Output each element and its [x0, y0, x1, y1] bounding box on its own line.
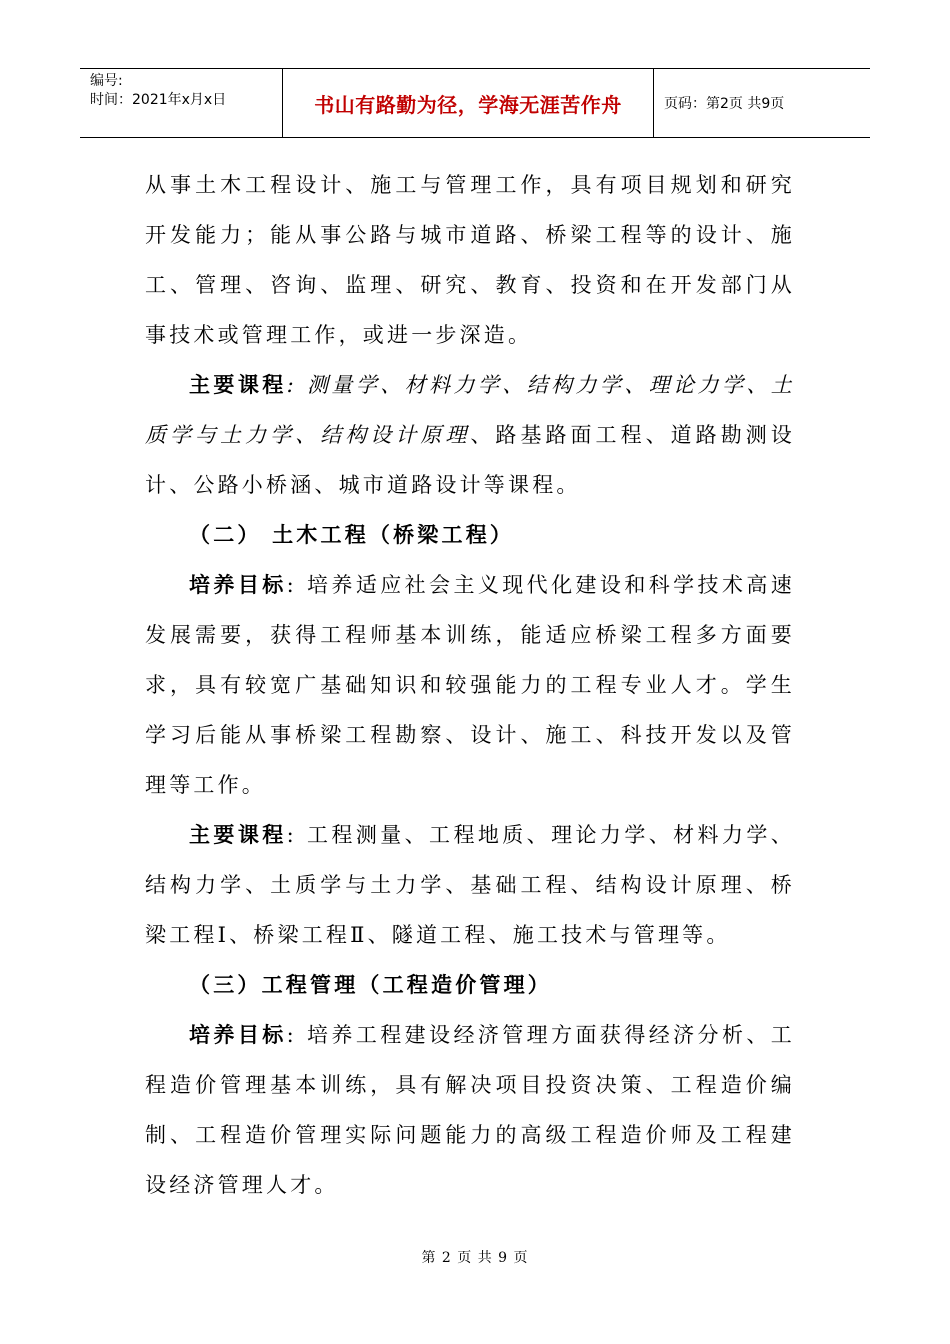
- courses-normal-list: 、路基路面工程、道路勘测设计、公路小桥涵、城市道路设计等课程。: [145, 423, 795, 497]
- header-motto: 书山有路勤为径，学海无涯苦作舟: [282, 69, 654, 137]
- courses-italic-list: 测量学、材料力学、结构力学、理论力学、土质学与土力学、结构设计原理: [145, 373, 795, 447]
- document-header: [80, 68, 870, 138]
- courses-label: 主要课程: [189, 373, 287, 397]
- courses-label: 主要课程: [189, 823, 287, 847]
- courses-text: : 工程测量、工程地质、理论力学、材料力学、结构力学、土质学与土力学、基础工程、结构设计原理、桥梁工程Ⅰ、桥梁工程Ⅱ、隧道工程、施工技术与管理等。: [145, 823, 795, 947]
- document-body: [145, 160, 795, 1210]
- header-page-info: 页码：第2页 共9页: [664, 96, 785, 112]
- paragraph-goal-bridge: [145, 560, 795, 810]
- paragraph-courses-bridge: [145, 810, 795, 960]
- paragraph-courses-1: [145, 360, 795, 510]
- paragraph-goal-cost: [145, 1010, 795, 1210]
- serial-label: 编号:: [90, 73, 123, 89]
- goal-label: 培养目标: [189, 1023, 287, 1047]
- goal-text: : 培养适应社会主义现代化建设和科学技术高速发展需要，获得工程师基本训练，能适应桥梁工程多方面要求，具有较宽广基础知识和较强能力的工程专业人才。学生学习后能从事桥梁工程勘察、设计、施工、科技开发以及管理等工作。: [145, 573, 795, 797]
- section-heading-bridge: （二） 土木工程（桥梁工程）: [189, 523, 515, 547]
- goal-text: : 培养工程建设经济管理方面获得经济分析、工程造价管理基本训练，具有解决项目投资决策、工程造价编制、工程造价管理实际问题能力的高级工程造价师及工程建设经济管理人才。: [145, 1023, 795, 1197]
- section-heading-cost: （三）工程管理（工程造价管理）: [189, 973, 552, 997]
- paragraph-career: 从事土木工程设计、施工与管理工作，具有项目规划和研究开发能力；能从事公路与城市道路、桥梁工程等的设计、施工、管理、咨询、监理、研究、教育、投资和在开发部门从事技术或管理工作，或进一步深造。: [145, 173, 795, 347]
- header-meta: [80, 69, 282, 137]
- goal-label: 培养目标: [189, 573, 287, 597]
- page-footer: 第 2 页 共 9 页: [421, 1250, 529, 1266]
- time-label: 时间：2021年x月x日: [90, 92, 227, 108]
- courses-colon: :: [286, 373, 297, 397]
